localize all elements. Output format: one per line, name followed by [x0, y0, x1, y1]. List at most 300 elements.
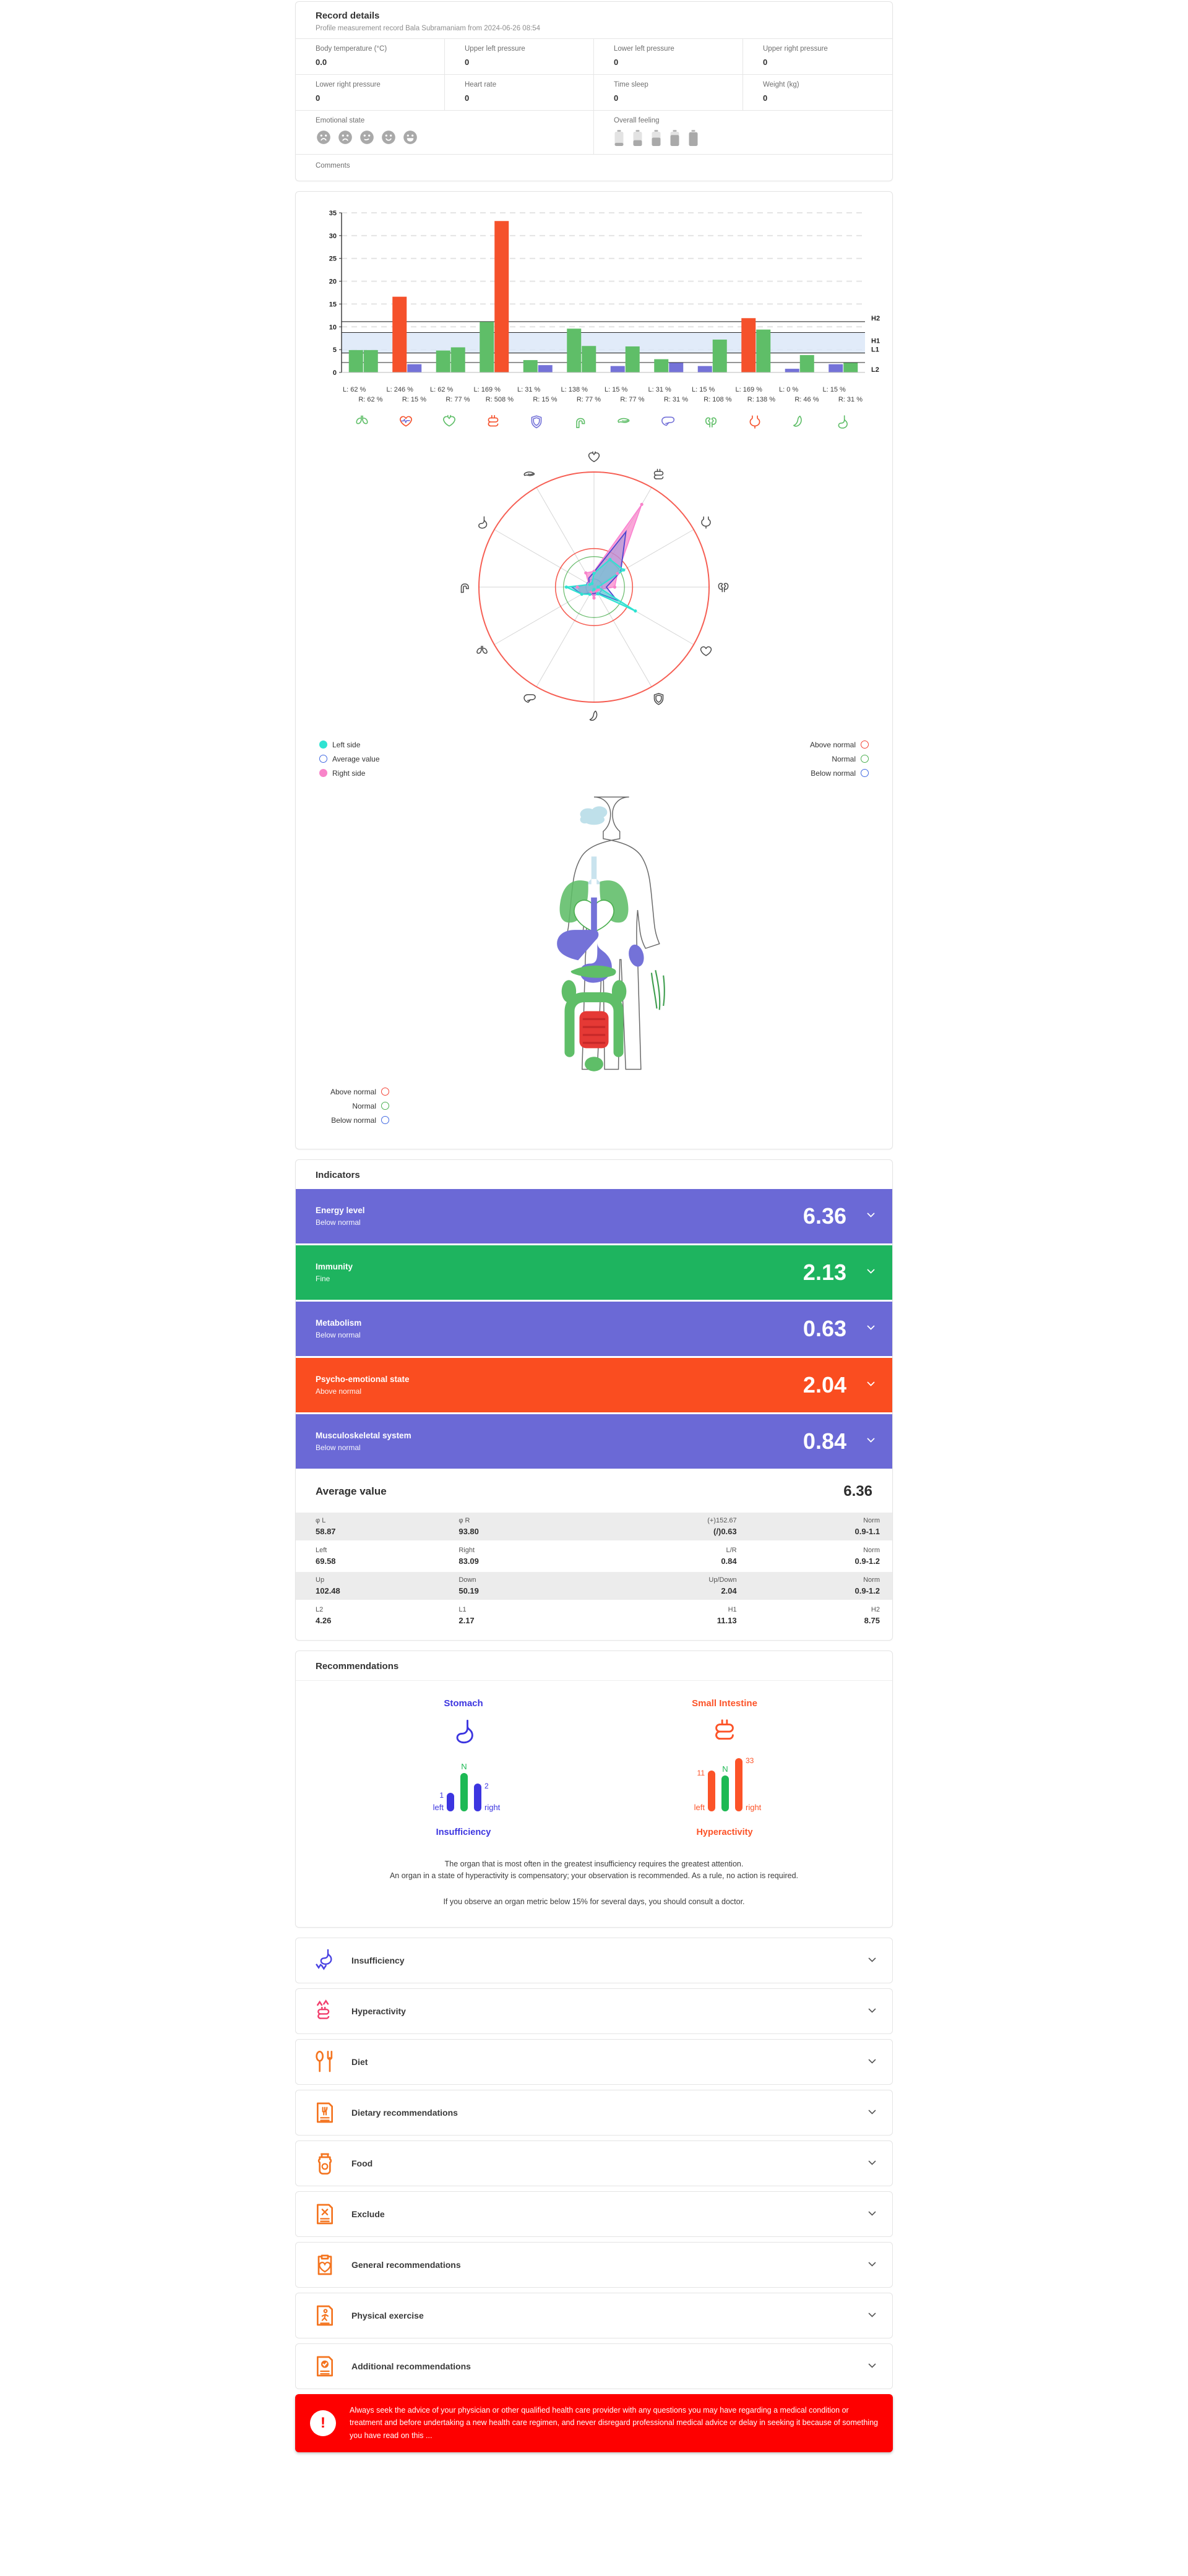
accordion-dietary-recommendations[interactable]: [295, 2090, 893, 2136]
accordion-physical-exercise[interactable]: [295, 2293, 893, 2338]
organ-left-pct: L: 15 %: [692, 386, 715, 393]
indicator-value: 6.36: [803, 1203, 846, 1229]
organ-right-pct: R: 31 %: [663, 395, 688, 403]
recommendation-caption: Insufficiency: [436, 1827, 491, 1837]
record-field-label: Lower left pressure: [614, 45, 674, 53]
stats-cell: [296, 1547, 439, 1566]
stats-table: [296, 1513, 892, 1640]
recommendation-accordion: [295, 1938, 893, 2389]
legend-item: [810, 755, 869, 763]
svg-text:10: 10: [329, 324, 337, 332]
record-field-value: 0: [614, 93, 619, 103]
record-field-value: 0: [465, 93, 470, 103]
accordion-hyperactivity[interactable]: [295, 1988, 893, 2034]
indicator-rows: [296, 1189, 892, 1469]
stats-cell-value: 0.9-1.2: [854, 1586, 880, 1595]
recommendation-organ-name: Stomach: [444, 1698, 483, 1709]
stats-row: [296, 1513, 892, 1540]
radar-axis-kidneys-icon: [718, 583, 728, 592]
recommendation-note-2: An organ in a state of hyperactivity is compensatory; your observation is recommended. As a rule, no action is required.: [389, 1871, 799, 1881]
average-value: 6.36: [843, 1482, 872, 1500]
radar-chart-svg: [446, 446, 742, 729]
record-fields-grid: [296, 38, 892, 111]
radar-axis-colon-icon: [462, 584, 469, 593]
stats-cell-label: Norm: [863, 1546, 880, 1554]
radar-axis-stomach-icon: [479, 517, 487, 528]
stats-cell-value: 69.58: [316, 1556, 336, 1566]
recommendation-notes: [296, 1837, 892, 1887]
stats-cell-value: 2.04: [721, 1586, 737, 1595]
indicators-title: Indicators: [316, 1169, 360, 1180]
stats-cell-value: 8.75: [864, 1615, 880, 1625]
indicator-label: Metabolism: [316, 1318, 362, 1328]
accordion-diet[interactable]: [295, 2039, 893, 2085]
organ-lr-label: [646, 385, 690, 405]
stats-cell-label: Norm: [863, 1576, 880, 1584]
legend-label: Left side: [332, 740, 361, 749]
legend-item: [319, 769, 380, 778]
organ-lr-label: [777, 385, 820, 405]
crying-face-icon[interactable]: [316, 129, 332, 145]
accordion-additional-recommendations[interactable]: [295, 2343, 893, 2389]
record-details-card: [295, 1, 893, 181]
battery-75-icon[interactable]: [669, 129, 680, 147]
organ-left-pct: L: 138 %: [561, 386, 588, 393]
chevron-down-icon: [867, 1435, 875, 1446]
food-jar-icon: [312, 2151, 338, 2176]
immune-system-icon: [528, 414, 544, 430]
indicator-text: [296, 1318, 361, 1339]
svg-text:N: N: [722, 1764, 728, 1774]
stats-cell-label: H1: [728, 1605, 737, 1613]
legend-label: Below normal: [331, 1115, 376, 1125]
legend-item: [322, 1102, 885, 1110]
svg-text:N: N: [461, 1761, 467, 1771]
indicator-row-metabolism[interactable]: [296, 1302, 892, 1356]
stats-cell: [439, 1576, 582, 1595]
spleen-organ: [627, 943, 647, 968]
stats-cell-label: Down: [458, 1576, 476, 1584]
accordion-label: Dietary recommendations: [351, 2107, 458, 2118]
indicator-value: 0.63: [803, 1315, 846, 1341]
organ-left-pct: L: 246 %: [386, 386, 413, 393]
blue-ring-swatch: [861, 769, 869, 777]
stats-cell-value: 102.48: [316, 1586, 340, 1595]
legend-label: Below normal: [811, 768, 856, 778]
organ-lr-label: [428, 385, 471, 405]
stats-cell-value: 0.9-1.2: [854, 1556, 880, 1566]
battery-55-icon[interactable]: [651, 129, 661, 147]
record-field: [743, 39, 892, 74]
indicator-label: Energy level: [316, 1205, 365, 1215]
green-ring-swatch: [861, 755, 869, 763]
green-ring-swatch: [381, 1102, 389, 1110]
emotional-state-cell: [296, 111, 594, 154]
record-field-label: Body temperature (°C): [316, 45, 387, 53]
svg-text:30: 30: [329, 232, 337, 240]
bladder-organ: [585, 1057, 603, 1071]
organ-lr-label: [689, 385, 733, 405]
stats-cell-label: φ R: [458, 1516, 470, 1524]
organ-right-pct: R: 77 %: [576, 395, 601, 403]
chevron-down-icon: [868, 2259, 876, 2270]
organ-right-pct: R: 77 %: [446, 395, 470, 403]
record-field-label: Time sleep: [614, 81, 648, 88]
veins-organ: [652, 970, 665, 1010]
stats-cell-value: 83.09: [458, 1556, 479, 1566]
organ-icon-cell: [602, 414, 646, 430]
record-field-label: Upper right pressure: [763, 45, 828, 53]
radar-legend-right: [810, 741, 869, 783]
indicator-value: 2.13: [803, 1259, 846, 1285]
organ-icon-cell: [515, 414, 559, 430]
kidneys-icon: [703, 414, 719, 430]
chevron-down-icon: [867, 1323, 875, 1334]
organ-left-pct: L: 15 %: [822, 386, 846, 393]
chevron-down-icon: [868, 2158, 876, 2169]
chevron-down-icon: [868, 2056, 876, 2067]
svg-text:2: 2: [484, 1781, 489, 1790]
stats-cell-value: 4.26: [316, 1615, 332, 1625]
indicator-status: Below normal: [316, 1330, 361, 1339]
disclaimer-text: Always seek the advice of your physician or other qualified health care provider with any questions you may have regarding a medical condition or treatment and before undertaking a new health care regimen, and never disregard professional medical advice or delay in seeking it because of something you have read on this ...: [350, 2405, 878, 2440]
organ-bar-labels: [340, 385, 864, 405]
recommendation-caption: Hyperactivity: [696, 1827, 753, 1837]
organ-right-pct: R: 508 %: [485, 395, 514, 403]
stomach-icon: [449, 1717, 478, 1746]
record-field: [445, 75, 594, 110]
accordion-label: Hyperactivity: [351, 2006, 406, 2016]
indicator-text: [296, 1262, 353, 1283]
chevron-down-icon: [867, 1266, 875, 1277]
organ-icon-row: [340, 414, 864, 430]
organ-right-pct: R: 15 %: [533, 395, 557, 403]
indicator-status: Above normal: [316, 1386, 362, 1396]
stats-cell-value: 50.19: [458, 1586, 479, 1595]
organ-left-pct: L: 62 %: [343, 386, 366, 393]
indicator-row-energy-level[interactable]: [296, 1189, 892, 1243]
record-details-title: Record details: [316, 11, 380, 21]
stats-cell-value: 11.13: [717, 1615, 737, 1625]
stats-cell: [749, 1547, 892, 1566]
confused-face-icon[interactable]: [359, 129, 375, 145]
legend-label: Above normal: [330, 1087, 376, 1096]
stats-cell-value: 58.87: [316, 1526, 336, 1536]
battery-35-icon[interactable]: [632, 129, 643, 147]
chevron-down-icon: [868, 2209, 876, 2220]
svg-text:33: 33: [746, 1756, 754, 1765]
stats-cell-value: 0.84: [721, 1556, 737, 1566]
radar-axis-large-intestine-icon: [655, 469, 663, 479]
organ-icon-cell: [559, 414, 603, 430]
organ-right-pct: R: 31 %: [838, 395, 863, 403]
svg-text:5: 5: [332, 346, 337, 354]
record-feel-row: [296, 111, 892, 155]
organ-radar-chart: [303, 446, 885, 729]
blue-ring-swatch: [381, 1116, 389, 1124]
record-field-value: 0: [316, 93, 321, 103]
stats-cell-value: (/)0.63: [713, 1526, 737, 1536]
indicator-text: [296, 1431, 411, 1452]
radar-axis-heart-icon: [589, 452, 600, 462]
stats-cell-label: L/R: [726, 1546, 737, 1554]
indicator-label: Musculoskeletal system: [316, 1430, 411, 1440]
indicator-text: [296, 1375, 410, 1396]
record-field-value: 0: [614, 58, 619, 67]
stomach-down-icon: [312, 1948, 338, 1973]
emotional-state-rating: [316, 129, 581, 145]
organ-lr-label: [515, 385, 559, 405]
smiling-face-icon[interactable]: [381, 129, 397, 145]
legend-item: [810, 741, 869, 749]
record-field-label: Weight (kg): [763, 81, 799, 88]
accordion-label: Exclude: [351, 2209, 385, 2219]
svg-text:15: 15: [329, 301, 337, 309]
organ-bar-chart: [303, 207, 885, 385]
indicator-label: Immunity: [316, 1261, 353, 1271]
pancreas-organ: [571, 966, 616, 978]
legend-item: [322, 1088, 885, 1096]
organ-right-pct: R: 46 %: [794, 395, 819, 403]
chevron-down-icon: [868, 2361, 876, 2372]
organ-lr-label: [340, 385, 384, 405]
body-diagram: [303, 793, 885, 1084]
stats-cell-label: Norm: [863, 1516, 880, 1524]
legend-item: [319, 755, 380, 763]
accordion-exclude[interactable]: [295, 2191, 893, 2237]
svg-text:right: right: [746, 1802, 762, 1812]
chevron-down-icon: [868, 1955, 876, 1966]
svg-text:0: 0: [332, 369, 337, 377]
record-field-value: 0: [763, 93, 768, 103]
stats-cell: [749, 1517, 892, 1536]
organ-left-pct: L: 31 %: [517, 386, 541, 393]
organ-icon-cell: [340, 414, 384, 430]
average-value-row: [296, 1470, 892, 1513]
warning-icon: !: [310, 2410, 336, 2436]
stats-cell-label: H2: [871, 1605, 880, 1613]
stats-row: [296, 1542, 892, 1570]
large-intestine-icon: [485, 414, 501, 430]
clipboard-heart-icon: [312, 2252, 338, 2277]
organ-lr-label: [820, 385, 864, 405]
radar-legend-left: [319, 741, 380, 783]
record-field: [743, 75, 892, 110]
liver-icon: [660, 414, 676, 430]
cardiovascular-system-icon: [398, 414, 414, 430]
organ-icon-cell: [471, 414, 515, 430]
battery-95-icon[interactable]: [688, 129, 699, 147]
legend-item: [319, 741, 380, 749]
cutlery-icon: [312, 2050, 338, 2074]
blue-ring-swatch: [319, 755, 327, 763]
stats-cell-label: φ L: [316, 1516, 326, 1524]
brain-organ: [580, 806, 608, 825]
lungs-icon: [354, 414, 370, 430]
indicator-status: Fine: [316, 1274, 330, 1283]
legend-label: Above normal: [809, 740, 856, 749]
stats-cell: [582, 1576, 749, 1595]
exclude-doc-icon: [312, 2202, 338, 2226]
stats-cell: [749, 1576, 892, 1595]
organ-left-pct: L: 169 %: [473, 386, 501, 393]
organ-icon-cell: [384, 414, 428, 430]
small-intestine-icon: [710, 1717, 739, 1746]
comments-field[interactable]: [296, 155, 892, 181]
record-field: [594, 75, 743, 110]
grinning-face-icon[interactable]: [402, 129, 418, 145]
radar-axis-immune-system-icon: [655, 693, 663, 705]
recommendation-organ-cards: [296, 1681, 892, 1837]
stats-cell: [749, 1606, 892, 1625]
charts-card: [295, 191, 893, 1149]
chevron-down-icon: [868, 2107, 876, 2118]
record-field-label: Upper left pressure: [465, 45, 525, 53]
svg-text:left: left: [433, 1802, 444, 1812]
indicator-row-musculoskeletal-system[interactable]: [296, 1414, 892, 1469]
organ-left-pct: L: 62 %: [430, 386, 454, 393]
legend-item: [322, 1116, 885, 1125]
svg-text:1: 1: [439, 1790, 444, 1800]
red-ring-swatch: [861, 741, 869, 749]
stats-cell-label: Right: [458, 1546, 475, 1554]
sad-face-icon[interactable]: [337, 129, 353, 145]
stats-row: [296, 1602, 892, 1629]
radar-axis-pancreas-icon: [524, 472, 534, 476]
organ-left-pct: L: 31 %: [648, 386, 671, 393]
battery-15-icon[interactable]: [614, 129, 624, 147]
average-value-label: Average value: [316, 1485, 387, 1497]
stats-cell: [296, 1576, 439, 1595]
stats-cell: [439, 1547, 582, 1566]
stats-cell: [439, 1606, 582, 1625]
indicators-card: [295, 1159, 893, 1641]
accordion-general-recommendations[interactable]: [295, 2242, 893, 2288]
accordion-label: General recommendations: [351, 2259, 461, 2270]
indicator-row-immunity[interactable]: [296, 1245, 892, 1300]
emotional-state-label: Emotional state: [316, 117, 365, 124]
stats-cell-label: Left: [316, 1546, 327, 1554]
liver-organ: [557, 930, 598, 960]
record-field: [445, 39, 594, 74]
colon-icon: [572, 414, 588, 430]
record-field-value: 0: [763, 58, 768, 67]
organ-lr-label: [602, 385, 646, 405]
chevron-down-icon: [867, 1379, 875, 1390]
legend-label: Average value: [332, 754, 380, 763]
organ-icon-cell: [428, 414, 471, 430]
indicator-status: Below normal: [316, 1217, 361, 1227]
record-field: [594, 39, 743, 74]
exercise-doc-icon: [312, 2303, 338, 2328]
organ-right-pct: R: 77 %: [620, 395, 645, 403]
stats-cell: [296, 1517, 439, 1536]
medical-disclaimer: [295, 2394, 893, 2452]
accordion-label: Diet: [351, 2056, 368, 2067]
pancreas-icon: [616, 414, 632, 430]
stats-cell-value: 93.80: [458, 1526, 479, 1536]
organ-lr-label: [471, 385, 515, 405]
organ-lr-label: [559, 385, 603, 405]
organ-left-pct: L: 169 %: [735, 386, 762, 393]
recommendation-card-stomach: [364, 1698, 562, 1837]
accordion-label: Insufficiency: [351, 1955, 405, 1965]
organ-lr-label: [384, 385, 428, 405]
check-doc-icon: [312, 2354, 338, 2379]
stats-cell-label: (+)152.67: [707, 1516, 737, 1524]
record-details-subtitle: Profile measurement record Bala Subramaniam from 2024-06-26 08:54: [316, 25, 541, 32]
accordion-label: Food: [351, 2158, 373, 2168]
organ-right-pct: R: 138 %: [747, 395, 775, 403]
record-field: [296, 39, 445, 74]
indicator-label: Psycho-emotional state: [316, 1374, 410, 1384]
indicator-value: 0.84: [803, 1428, 846, 1454]
recommendations-card: [295, 1651, 893, 1928]
red-ring-swatch: [381, 1088, 389, 1096]
stats-row: [296, 1572, 892, 1600]
stats-cell-label: L1: [458, 1605, 467, 1613]
indicator-row-psycho-emotional-state[interactable]: [296, 1358, 892, 1412]
overall-feeling-label: Overall feeling: [614, 117, 660, 124]
svg-text:left: left: [694, 1802, 705, 1812]
accordion-food[interactable]: [295, 2140, 893, 2186]
comments-label: Comments: [316, 162, 350, 170]
stats-cell: [582, 1547, 749, 1566]
recommendation-note-3: If you observe an organ metric below 15% for several days, you should consult a doctor.: [443, 1897, 745, 1906]
mini-bar-chart: [660, 1746, 790, 1819]
legend-item: [810, 769, 869, 778]
stats-cell-label: Up/Down: [708, 1576, 737, 1584]
mini-bar-chart: [398, 1746, 528, 1819]
stats-cell: [439, 1517, 582, 1536]
record-field-label: Heart rate: [465, 81, 497, 88]
organ-lr-label: [733, 385, 777, 405]
recommendation-organ-name: Small Intestine: [692, 1698, 757, 1709]
organ-icon-cell: [777, 414, 820, 430]
organ-right-pct: R: 62 %: [358, 395, 383, 403]
organ-left-pct: L: 15 %: [605, 386, 628, 393]
body-legend: [303, 1084, 885, 1136]
radar-axis-gallbladder-icon: [590, 711, 596, 720]
record-field-row: [296, 75, 892, 111]
accordion-insufficiency[interactable]: [295, 1938, 893, 1983]
chevron-down-icon: [867, 1210, 875, 1221]
left-side-swatch: [319, 741, 327, 749]
svg-text:L1: L1: [871, 346, 879, 354]
diet-doc-icon: [312, 2100, 338, 2125]
organ-icon-cell: [646, 414, 690, 430]
stomach-icon: [834, 414, 850, 430]
record-field: [296, 75, 445, 110]
overall-feeling-cell: [594, 111, 892, 154]
organ-icon-cell: [820, 414, 864, 430]
human-body-figure: [492, 793, 696, 1084]
radar-axis-liver-icon: [524, 695, 535, 702]
organ-right-pct: R: 15 %: [402, 395, 426, 403]
radar-axis-cardiovascular-system-icon: [701, 646, 712, 655]
bladder-icon: [747, 414, 763, 430]
svg-text:25: 25: [329, 255, 337, 263]
chevron-down-icon: [868, 2006, 876, 2017]
stats-cell: [582, 1606, 749, 1625]
legend-label: Normal: [352, 1101, 376, 1110]
record-field-value: 0: [465, 58, 470, 67]
stats-cell-label: Up: [316, 1576, 325, 1584]
indicator-status: Below normal: [316, 1443, 361, 1452]
organ-icon-cell: [689, 414, 733, 430]
svg-text:H2: H2: [871, 314, 880, 322]
accordion-label: Additional recommendations: [351, 2361, 471, 2371]
